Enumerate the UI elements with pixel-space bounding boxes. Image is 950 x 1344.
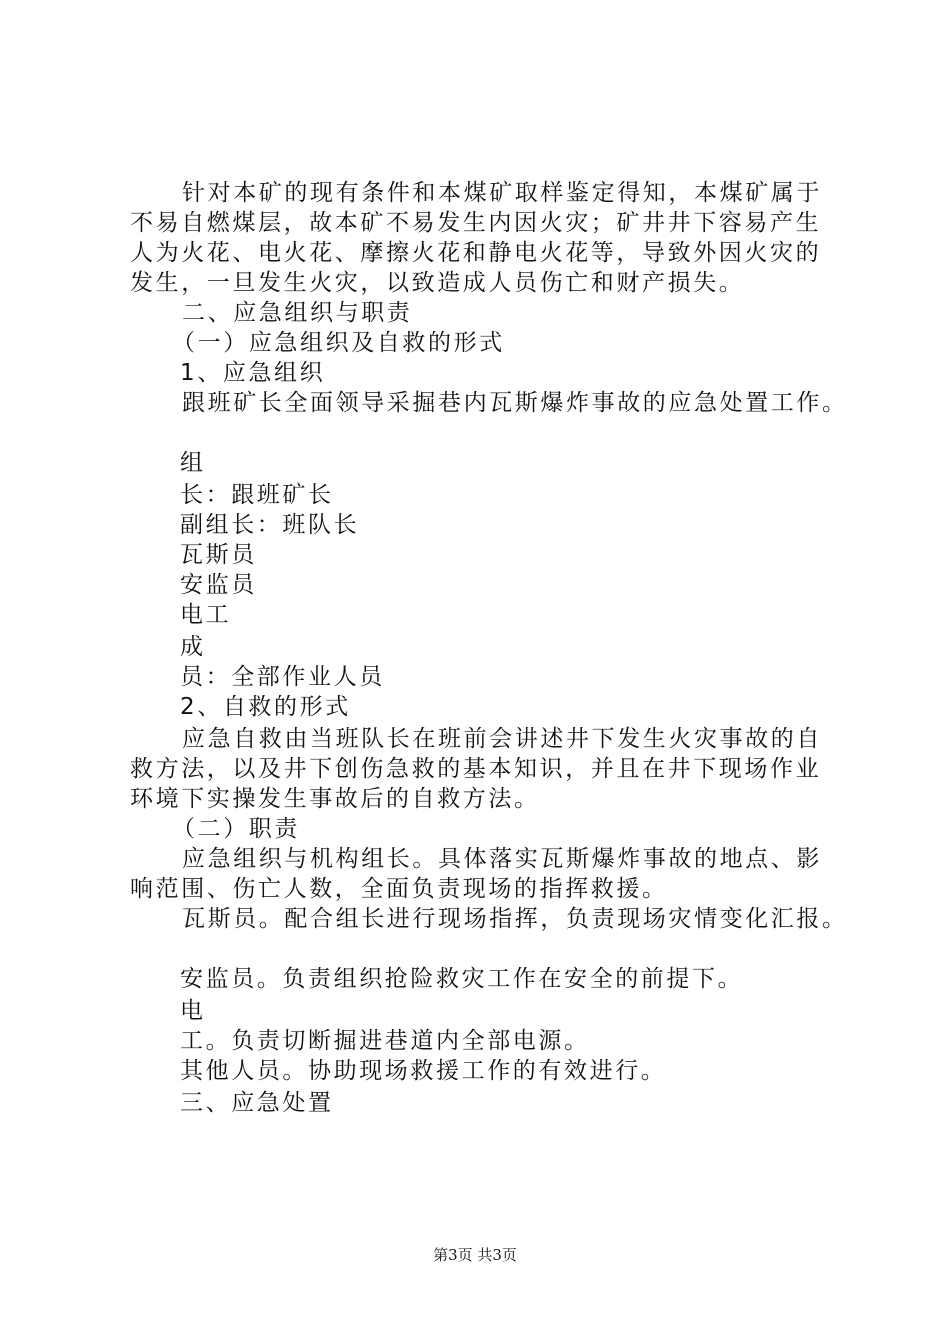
text-line: 成	[180, 634, 206, 660]
text-line: 针对本矿的现有条件和本煤矿取样鉴定得知，本煤矿属于	[182, 180, 822, 206]
text-line: 应急自救由当班队长在班前会讲述井下发生火灾事故的自	[182, 726, 822, 752]
text-line: 组	[180, 450, 206, 476]
text-line: 电工	[180, 602, 232, 628]
text-line: 副组长：班队长	[180, 512, 360, 538]
text-line: 不易自燃煤层，故本矿不易发生内因火灾；矿井井下容易产生	[130, 210, 822, 236]
text-line: 救方法，以及井下创伤急救的基本知识，并且在井下现场作业	[130, 756, 822, 782]
text-line: 人为火花、电火花、摩擦火花和静电火花等，导致外因火灾的	[130, 240, 822, 266]
item-heading: 1、应急组织	[180, 360, 326, 386]
text-line: 应急组织与机构组长。具体落实瓦斯爆炸事故的地点、影	[182, 846, 822, 872]
subsection-heading: （二）职责	[172, 816, 300, 842]
item-heading: 2、自救的形式	[180, 694, 351, 720]
text-line: 工。负责切断掘进巷道内全部电源。	[180, 1028, 590, 1054]
section-heading: 二、应急组织与职责	[182, 300, 413, 326]
text-line: 发生，一旦发生火灾，以致造成人员伤亡和财产损失。	[130, 270, 745, 296]
text-line: 安监员	[180, 572, 257, 598]
section-heading: 三、应急处置	[180, 1090, 334, 1116]
text-line: 响范围、伤亡人数，全面负责现场的指挥救援。	[130, 876, 668, 902]
subsection-heading: （一）应急组织及自救的形式	[172, 330, 505, 356]
text-line: 电	[180, 998, 206, 1024]
text-line: 环境下实操发生事故后的自救方法。	[130, 786, 540, 812]
page-number-footer: 第3页 共3页	[433, 1246, 517, 1264]
text-line: 跟班矿长全面领导采掘巷内瓦斯爆炸事故的应急处置工作。	[182, 390, 848, 416]
text-line: 长：跟班矿长	[180, 482, 334, 508]
text-line: 其他人员。协助现场救援工作的有效进行。	[180, 1058, 667, 1084]
text-line: 安监员。负责组织抢险救灾工作在安全的前提下。	[180, 966, 744, 992]
text-line: 瓦斯员	[180, 542, 257, 568]
text-line: 员：全部作业人员	[180, 664, 385, 690]
text-line: 瓦斯员。配合组长进行现场指挥，负责现场灾情变化汇报。	[182, 906, 848, 932]
